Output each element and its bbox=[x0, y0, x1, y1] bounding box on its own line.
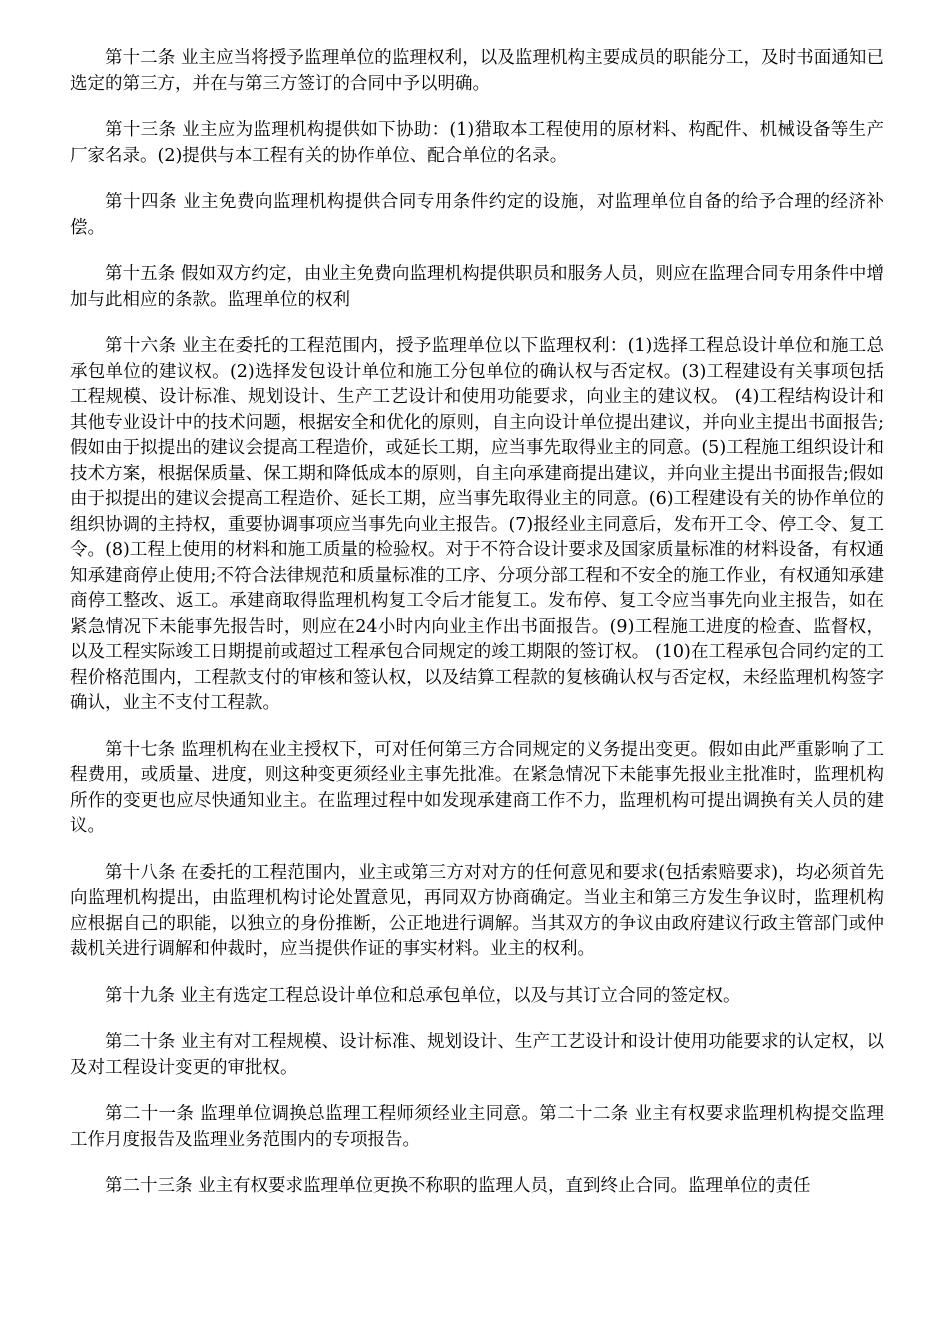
paragraph-article-13: 第十三条 业主应为监理机构提供如下协助：(1)猎取本工程使用的原材料、构配件、机械设备等生产厂家名录。(2)提供与本工程有关的协作单位、配合单位的名录。 bbox=[70, 120, 884, 166]
paragraph-article-19: 第十九条 业主有选定工程总设计单位和总承包单位，以及与其订立合同的签定权。 bbox=[105, 985, 741, 1006]
paragraph-article-12: 第十二条 业主应当将授予监理单位的监理权利，以及监理机构主要成员的职能分工，及时书面通知已选定的第三方，并在与第三方签订的合同中予以明确。 bbox=[70, 48, 884, 94]
paragraph-article-14: 第十四条 业主免费向监理机构提供合同专用条件约定的设施，对监理单位自备的给予合理的经济补偿。 bbox=[70, 192, 884, 238]
document-body bbox=[70, 46, 884, 1221]
paragraph-article-16: 第十六条 业主在委托的工程范围内，授予监理单位以下监理权利：(1)选择工程总设计单位和施工总承包单位的建议权。(2)选择发包设计单位和施工分包单位的确认权与否定权。(3)工程建设有关事项包括工程规模、设计标准、规划设计、生产工艺设计和使用功能要求，向业主的建议权。 (4)工程结构设计和其他专业设计中的技术问题，根据安全和优化的原则，自主向设计单位提出建议，并向业主提出书面报告;假如由于拟提出的建议会提高工程造价，或延长工期，应当事先取得业主的同意。(5)工程施工组织设计和技术方案，根据保质量、保工期和降低成本的原则，自主向承建商提出建议，并向业主提出书面报告;假如由于拟提出的建议会提高工程造价、延长工期，应当事先取得业主的同意。(6)工程建设有关的协作单位的组织协调的主持权，重要协调事项应当事先向业主报告。(7)报经业主同意后，发布开工令、停工令、复工令。(8)工程上使用的材料和施工质量的检验权。对于不符合设计要求及国家质量标准的材料设备，有权通知承建商停止使用;不符合法律规范和质量标准的工序、分项分部工程和不安全的施工作业，有权通知承建商停工整改、返工。承建商取得监理机构复工令后才能复工。发布停、复工令应当事先向业主报告，如在紧急情况下未能事先报告时，则应在24小时内向业主作出书面报告。(9)工程施工进度的检查、监督权，以及工程实际竣工日期提前或超过工程承包合同规定的竣工期限的签订权。 (10)在工程承包合同约定的工程价格范围内，工程款支付的审核和签认权，以及结算工程款的复核确认权与否定权，未经监理机构签字确认，业主不支付工程款。 bbox=[70, 336, 884, 713]
paragraph-article-21-22: 第二十一条 监理单位调换总监理工程师须经业主同意。第二十二条 业主有权要求监理机构提交监理工作月度报告及监理业务范围内的专项报告。 bbox=[70, 1104, 884, 1150]
paragraph-article-20: 第二十条 业主有对工程规模、设计标准、规划设计、生产工艺设计和设计使用功能要求的认定权，以及对工程设计变更的审批权。 bbox=[70, 1032, 884, 1078]
paragraph-article-18: 第十八条 在委托的工程范围内，业主或第三方对对方的任何意见和要求(包括索赔要求)，均必须首先向监理机构提出，由监理机构讨论处置意见，再同双方协商确定。当业主和第三方发生争议时，监理机构应根据自己的职能，以独立的身份推断，公正地进行调解。当其双方的争议由政府建议行政主管部门或仲裁机关进行调解和仲裁时，应当提供作证的事实材料。业主的权利。 bbox=[70, 862, 884, 959]
paragraph-article-17: 第十七条 监理机构在业主授权下，可对任何第三方合同规定的义务提出变更。假如由此严重影响了工程费用，或质量、进度，则这种变更须经业主事先批准。在紧急情况下未能事先报业主批准时，监理机构所作的变更也应尽快通知业主。在监理过程中如发现承建商工作不力，监理机构可提出调换有关人员的建议。 bbox=[70, 739, 884, 836]
paragraph-article-15: 第十五条 假如双方约定，由业主免费向监理机构提供职员和服务人员，则应在监理合同专用条件中增加与此相应的条款。监理单位的权利 bbox=[70, 264, 884, 310]
paragraph-article-23: 第二十三条 业主有权要求监理单位更换不称职的监理人员，直到终止合同。监理单位的责任 bbox=[105, 1176, 811, 1196]
